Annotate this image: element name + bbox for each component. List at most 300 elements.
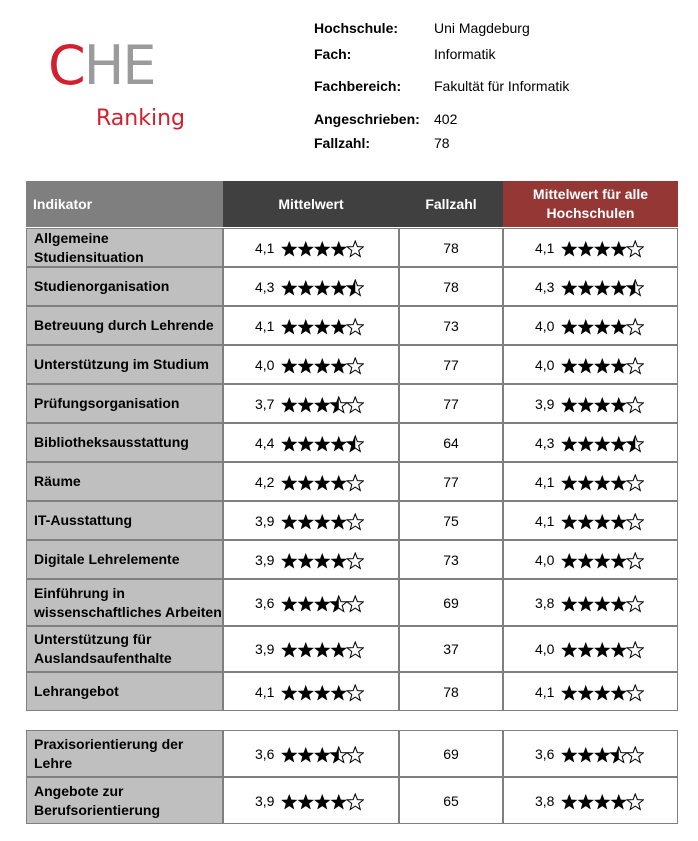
fallzahl-cell: 73 <box>399 540 503 579</box>
mittelwert-value: 3,9 <box>255 512 275 529</box>
info-value: Fakultät für Informatik <box>434 78 570 94</box>
indicator-label: Prüfungsorganisation <box>26 384 223 423</box>
star-full-icon <box>298 279 314 295</box>
star-full-icon <box>281 746 297 762</box>
indicator-label: Lehrangebot <box>26 672 223 711</box>
star-rating <box>281 684 364 702</box>
mittelwert-value: 4,1 <box>255 239 275 256</box>
mittelwert-stars <box>281 279 364 297</box>
star-full-icon <box>298 642 314 658</box>
mittelwert-alle-value: 4,0 <box>535 356 555 373</box>
mittelwert-alle-stars <box>561 595 644 613</box>
mittelwert-alle-cell <box>503 672 678 711</box>
mittelwert-stars <box>281 318 364 336</box>
mittelwert-value: 3,9 <box>255 551 275 568</box>
mittelwert-value: 4,2 <box>255 473 275 490</box>
table-row <box>26 777 678 824</box>
header-fallzahl: Fallzahl <box>399 181 503 227</box>
star-empty-icon <box>627 793 643 809</box>
star-empty-icon <box>627 642 643 658</box>
star-full-icon <box>298 396 314 412</box>
star-empty-icon <box>627 595 643 611</box>
indicator-label: Angebote zur Berufsorientierung <box>26 777 223 824</box>
star-rating <box>561 240 644 258</box>
fallzahl-cell: 75 <box>399 501 503 540</box>
mittelwert-stars <box>281 684 364 702</box>
star-full-icon <box>314 396 330 412</box>
star-empty-icon <box>347 746 363 762</box>
star-rating <box>281 357 364 375</box>
mittelwert-value: 3,9 <box>255 641 275 657</box>
star-full-icon <box>298 595 314 611</box>
indicator-label: Bibliotheksausstattung <box>26 423 223 462</box>
star-full-icon <box>331 279 347 295</box>
star-empty-icon <box>627 513 643 529</box>
mittelwert-cell <box>223 423 399 462</box>
star-empty-icon <box>347 684 363 700</box>
star-full-icon <box>611 642 627 658</box>
star-full-icon <box>298 474 314 490</box>
header-mittelwert: Mittelwert <box>223 181 399 227</box>
fallzahl-cell: 78 <box>399 228 503 267</box>
star-rating <box>561 357 644 375</box>
mittelwert-alle-stars <box>561 396 644 414</box>
star-full-icon <box>594 793 610 809</box>
star-full-icon <box>578 474 594 490</box>
star-full-icon <box>611 513 627 529</box>
star-empty-icon <box>347 595 363 611</box>
star-full-icon <box>594 746 610 762</box>
star-full-icon <box>578 318 594 334</box>
star-full-icon <box>578 240 594 256</box>
star-full-icon <box>281 474 297 490</box>
indicator-label: Studienorganisation <box>26 267 223 306</box>
mittelwert-value: 3,9 <box>255 792 275 809</box>
star-full-icon <box>561 396 577 412</box>
header-indikator: Indikator <box>26 181 223 227</box>
star-full-icon <box>298 435 314 451</box>
star-rating <box>281 318 364 336</box>
mittelwert-alle-value: 4,1 <box>535 239 555 256</box>
indicator-label: Allgemeine Studiensituation <box>26 228 223 267</box>
star-full-icon <box>314 642 330 658</box>
indicator-label: Räume <box>26 462 223 501</box>
table-row <box>26 540 678 579</box>
mittelwert-alle-cell <box>503 540 678 579</box>
table-row <box>26 267 678 306</box>
star-full-icon <box>331 513 347 529</box>
mittelwert-cell <box>223 267 399 306</box>
star-rating <box>561 684 644 702</box>
star-full-icon <box>594 318 610 334</box>
star-full-icon <box>594 552 610 568</box>
star-full-icon <box>314 240 330 256</box>
star-full-icon <box>331 318 347 334</box>
mittelwert-alle-cell <box>503 730 678 777</box>
star-empty-icon <box>347 318 363 334</box>
fallzahl-cell: 78 <box>399 672 503 711</box>
star-full-icon <box>331 793 347 809</box>
info-key: Hochschule: <box>314 20 399 36</box>
mittelwert-value: 3,6 <box>255 594 275 611</box>
star-full-icon <box>561 684 577 700</box>
mittelwert-alle-value: 4,0 <box>535 641 555 657</box>
star-full-icon <box>331 552 347 568</box>
star-rating <box>561 474 644 492</box>
star-full-icon <box>331 642 347 658</box>
table-row <box>26 423 678 462</box>
star-full-icon <box>298 318 314 334</box>
star-full-icon <box>314 595 330 611</box>
mittelwert-stars <box>281 595 364 613</box>
star-empty-icon <box>347 474 363 490</box>
star-full-icon <box>578 279 594 295</box>
fallzahl-cell: 65 <box>399 777 503 824</box>
indicator-label: Digitale Lehrelemente <box>26 540 223 579</box>
table-row <box>26 228 678 267</box>
star-empty-icon <box>347 793 363 809</box>
star-full-icon <box>561 642 577 658</box>
mittelwert-alle-cell <box>503 423 678 462</box>
star-rating <box>281 279 364 297</box>
mittelwert-alle-value: 4,1 <box>535 512 555 529</box>
star-full-icon <box>611 684 627 700</box>
star-full-icon <box>594 595 610 611</box>
star-full-icon <box>561 279 577 295</box>
star-rating <box>281 474 364 492</box>
logo-che <box>48 34 155 97</box>
star-full-icon <box>561 793 577 809</box>
star-empty-icon <box>347 513 363 529</box>
star-empty-icon <box>627 240 643 256</box>
star-full-icon <box>314 793 330 809</box>
star-full-icon <box>578 357 594 373</box>
mittelwert-stars <box>281 357 364 375</box>
star-full-icon <box>594 435 610 451</box>
star-full-icon <box>611 552 627 568</box>
star-full-icon <box>298 684 314 700</box>
star-rating <box>281 552 364 570</box>
star-full-icon <box>594 684 610 700</box>
star-rating <box>281 746 364 764</box>
mittelwert-cell <box>223 626 399 672</box>
star-rating <box>281 513 364 531</box>
fallzahl-cell: 64 <box>399 423 503 462</box>
info-key: Angeschrieben: <box>314 111 420 127</box>
star-full-icon <box>314 474 330 490</box>
indicator-label: Einführung in wissenschaftliches Arbeiten <box>26 579 223 626</box>
star-full-icon <box>298 746 314 762</box>
star-full-icon <box>611 595 627 611</box>
mittelwert-alle-stars <box>561 435 644 453</box>
mittelwert-alle-value: 3,8 <box>535 594 555 611</box>
mittelwert-alle-value: 4,1 <box>535 473 555 490</box>
mittelwert-alle-stars <box>561 746 644 764</box>
indicator-label: Praxisorientierung der Lehre <box>26 730 223 777</box>
mittelwert-alle-stars <box>561 279 644 297</box>
indicator-label: Betreuung durch Lehrende <box>26 306 223 345</box>
logo-ranking: Ranking <box>96 106 185 131</box>
star-full-icon <box>561 474 577 490</box>
star-rating <box>281 396 364 414</box>
star-empty-icon <box>347 396 363 412</box>
star-full-icon <box>298 357 314 373</box>
mittelwert-alle-value: 3,9 <box>535 395 555 412</box>
star-rating <box>561 595 644 613</box>
star-full-icon <box>561 357 577 373</box>
star-rating <box>561 552 644 570</box>
star-full-icon <box>578 552 594 568</box>
star-empty-icon <box>627 552 643 568</box>
star-empty-icon <box>347 552 363 568</box>
star-full-icon <box>561 513 577 529</box>
star-rating <box>561 435 644 453</box>
star-full-icon <box>314 684 330 700</box>
table-row <box>26 345 678 384</box>
table-row <box>26 306 678 345</box>
mittelwert-alle-value: 4,3 <box>535 278 555 295</box>
mittelwert-cell <box>223 777 399 824</box>
star-full-icon <box>314 435 330 451</box>
star-full-icon <box>611 318 627 334</box>
mittelwert-value: 3,7 <box>255 395 275 412</box>
mittelwert-alle-cell <box>503 384 678 423</box>
fallzahl-cell: 78 <box>399 267 503 306</box>
star-full-icon <box>611 474 627 490</box>
mittelwert-alle-stars <box>561 684 644 702</box>
star-full-icon <box>611 357 627 373</box>
star-full-icon <box>578 513 594 529</box>
star-empty-icon <box>627 684 643 700</box>
mittelwert-stars <box>281 240 364 258</box>
star-empty-icon <box>627 746 643 762</box>
mittelwert-alle-cell <box>503 228 678 267</box>
star-rating <box>561 746 644 764</box>
fallzahl-cell: 69 <box>399 579 503 626</box>
star-full-icon <box>578 435 594 451</box>
star-full-icon <box>298 793 314 809</box>
star-full-icon <box>314 552 330 568</box>
star-full-icon <box>578 595 594 611</box>
mittelwert-value: 4,3 <box>255 278 275 295</box>
indicator-label: IT-Ausstattung <box>26 501 223 540</box>
info-value: 402 <box>434 111 458 127</box>
star-full-icon <box>281 793 297 809</box>
mittelwert-alle-cell <box>503 462 678 501</box>
mittelwert-alle-cell <box>503 306 678 345</box>
star-full-icon <box>561 595 577 611</box>
star-full-icon <box>594 279 610 295</box>
mittelwert-cell <box>223 306 399 345</box>
mittelwert-alle-value: 4,3 <box>535 434 555 451</box>
star-empty-icon <box>627 318 643 334</box>
star-full-icon <box>578 793 594 809</box>
star-full-icon <box>594 642 610 658</box>
mittelwert-value: 4,1 <box>255 683 275 700</box>
fallzahl-cell: 37 <box>399 626 503 672</box>
table-row <box>26 672 678 711</box>
star-full-icon <box>578 396 594 412</box>
star-full-icon <box>314 357 330 373</box>
star-full-icon <box>594 474 610 490</box>
logo-c: C <box>48 34 84 97</box>
star-full-icon <box>611 279 627 295</box>
fallzahl-cell: 69 <box>399 730 503 777</box>
mittelwert-stars <box>281 641 364 659</box>
star-rating <box>281 595 364 613</box>
fallzahl-cell: 77 <box>399 462 503 501</box>
mittelwert-alle-stars <box>561 513 644 531</box>
mittelwert-cell <box>223 672 399 711</box>
mittelwert-alle-value: 4,0 <box>535 551 555 568</box>
info-key: Fallzahl: <box>314 135 371 151</box>
mittelwert-alle-stars <box>561 552 644 570</box>
star-full-icon <box>281 513 297 529</box>
star-full-icon <box>611 793 627 809</box>
star-full-icon <box>314 279 330 295</box>
header-mittelwert-alle: Mittelwert für alle Hochschulen <box>503 181 678 227</box>
star-full-icon <box>281 552 297 568</box>
star-full-icon <box>281 318 297 334</box>
star-full-icon <box>561 240 577 256</box>
star-empty-icon <box>347 240 363 256</box>
mittelwert-alle-value: 4,0 <box>535 317 555 334</box>
star-full-icon <box>561 318 577 334</box>
mittelwert-cell <box>223 462 399 501</box>
mittelwert-alle-value: 3,6 <box>535 745 555 762</box>
star-full-icon <box>331 435 347 451</box>
star-full-icon <box>331 357 347 373</box>
mittelwert-alle-stars <box>561 793 644 811</box>
mittelwert-stars <box>281 552 364 570</box>
indicator-label: Unterstützung für Auslandsaufenthalte <box>26 626 223 672</box>
mittelwert-cell <box>223 345 399 384</box>
star-full-icon <box>281 396 297 412</box>
mittelwert-alle-stars <box>561 240 644 258</box>
mittelwert-cell <box>223 228 399 267</box>
fallzahl-cell: 77 <box>399 345 503 384</box>
mittelwert-value: 4,1 <box>255 317 275 334</box>
star-rating <box>561 641 644 659</box>
star-full-icon <box>611 396 627 412</box>
mittelwert-alle-stars <box>561 641 644 659</box>
star-full-icon <box>594 513 610 529</box>
table-row <box>26 384 678 423</box>
star-full-icon <box>281 642 297 658</box>
mittelwert-stars <box>281 513 364 531</box>
mittelwert-cell <box>223 501 399 540</box>
mittelwert-alle-stars <box>561 357 644 375</box>
info-value: 78 <box>434 135 450 151</box>
table-row <box>26 501 678 540</box>
star-full-icon <box>281 240 297 256</box>
mittelwert-alle-stars <box>561 318 644 336</box>
star-full-icon <box>281 279 297 295</box>
mittelwert-alle-cell <box>503 345 678 384</box>
mittelwert-alle-cell <box>503 777 678 824</box>
mittelwert-cell <box>223 579 399 626</box>
star-empty-icon <box>347 357 363 373</box>
mittelwert-cell <box>223 384 399 423</box>
mittelwert-alle-cell <box>503 267 678 306</box>
star-rating <box>281 240 364 258</box>
info-value: Uni Magdeburg <box>434 20 530 36</box>
star-rating <box>561 279 644 297</box>
star-rating <box>281 435 364 453</box>
fallzahl-cell: 73 <box>399 306 503 345</box>
star-empty-icon <box>627 357 643 373</box>
star-full-icon <box>611 240 627 256</box>
fallzahl-cell: 77 <box>399 384 503 423</box>
star-rating <box>561 513 644 531</box>
star-empty-icon <box>627 474 643 490</box>
star-full-icon <box>578 746 594 762</box>
mittelwert-alle-stars <box>561 474 644 492</box>
star-full-icon <box>314 746 330 762</box>
star-full-icon <box>298 552 314 568</box>
star-full-icon <box>594 240 610 256</box>
star-full-icon <box>331 474 347 490</box>
star-full-icon <box>331 240 347 256</box>
star-full-icon <box>281 684 297 700</box>
star-rating <box>561 793 644 811</box>
star-empty-icon <box>347 642 363 658</box>
indicator-label: Unterstützung im Studium <box>26 345 223 384</box>
star-full-icon <box>298 240 314 256</box>
star-full-icon <box>561 435 577 451</box>
mittelwert-stars <box>281 435 364 453</box>
mittelwert-stars <box>281 396 364 414</box>
mittelwert-alle-cell <box>503 626 678 672</box>
star-empty-icon <box>627 396 643 412</box>
mittelwert-alle-value: 4,1 <box>535 683 555 700</box>
mittelwert-alle-value: 3,8 <box>535 792 555 809</box>
table-row <box>26 462 678 501</box>
mittelwert-stars <box>281 474 364 492</box>
table-row <box>26 579 678 626</box>
star-rating <box>561 318 644 336</box>
star-full-icon <box>331 684 347 700</box>
star-rating <box>281 793 364 811</box>
mittelwert-cell <box>223 730 399 777</box>
table-row <box>26 626 678 672</box>
star-full-icon <box>281 595 297 611</box>
che-ranking-logo <box>48 34 208 138</box>
star-full-icon <box>561 746 577 762</box>
info-key: Fach: <box>314 46 352 62</box>
star-full-icon <box>578 642 594 658</box>
star-full-icon <box>594 357 610 373</box>
star-full-icon <box>281 357 297 373</box>
star-full-icon <box>594 396 610 412</box>
mittelwert-alle-cell <box>503 579 678 626</box>
mittelwert-value: 4,4 <box>255 434 275 451</box>
star-full-icon <box>561 552 577 568</box>
mittelwert-cell <box>223 540 399 579</box>
mittelwert-value: 4,0 <box>255 356 275 373</box>
star-full-icon <box>314 318 330 334</box>
star-full-icon <box>611 435 627 451</box>
mittelwert-value: 3,6 <box>255 745 275 762</box>
star-rating <box>561 396 644 414</box>
mittelwert-alle-cell <box>503 501 678 540</box>
star-rating <box>281 641 364 659</box>
star-full-icon <box>298 513 314 529</box>
star-full-icon <box>314 513 330 529</box>
star-full-icon <box>578 684 594 700</box>
mittelwert-stars <box>281 793 364 811</box>
logo-he: HE <box>83 34 155 97</box>
